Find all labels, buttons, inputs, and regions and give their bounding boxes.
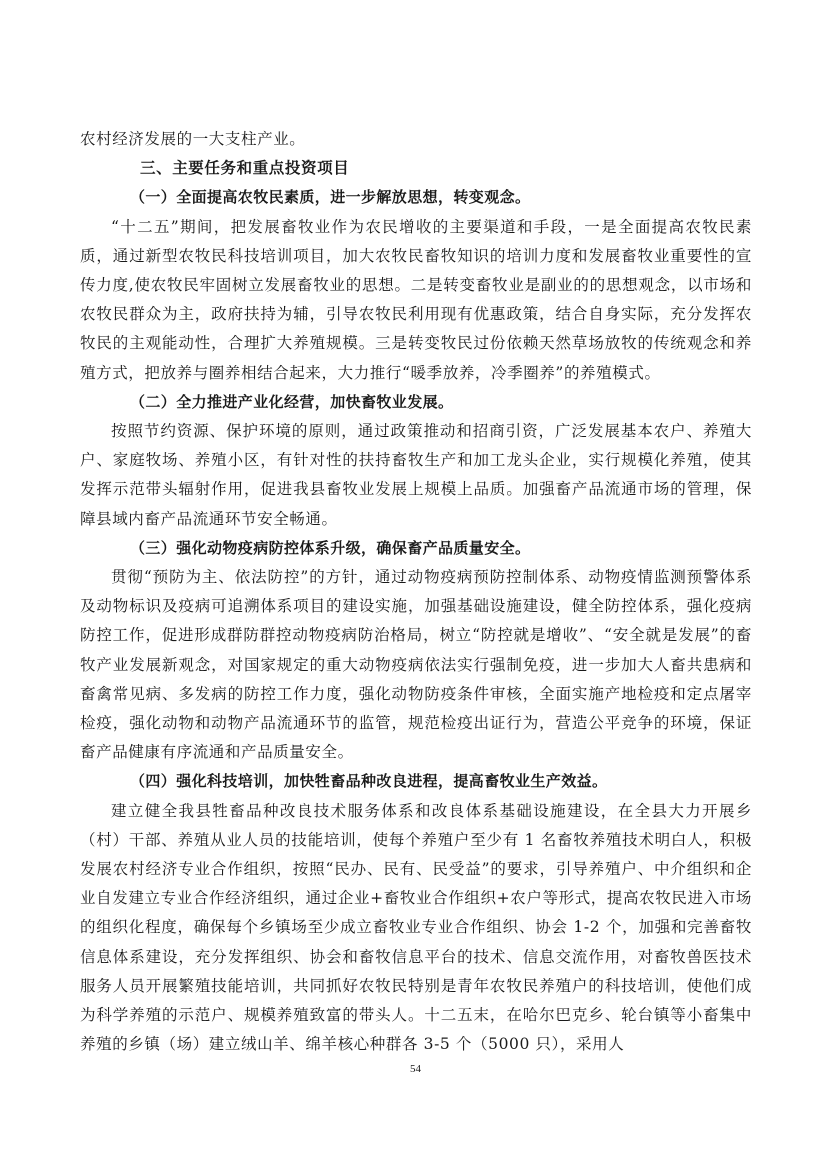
subsection-paragraph-3: 贯彻“预防为主、依法防控”的方针，通过动物疫病预防控制体系、动物疫情监测预警体系及动物标识及疫病可追溯体系项目的建设实施，加强基础设施建设，健全防控体系，强化疫病防控工作，促进形成群防群控动物疫病防治格局，树立“防控就是增收”、“安全就是发展”的畜牧产业发展新观念，对国家规定的重大动物疫病依法实行强制免疫，进一步加大人畜共患病和畜禽常见病、多发病的防控工作力度，强化动物防疫条件审核，全面实施产地检疫和定点屠宰检疫，强化动物和动物产品流通环节的监管，规范检疫出证行为，营造公平竞争的环境，保证畜产品健康有序流通和产品质量安全。 [80,568,752,762]
subsection-heading-1: （一）全面提高农牧民素质，进一步解放思想，转变观念。 [130,188,531,207]
subsection-heading-3: （三）强化动物疫病防控体系升级，确保畜产品质量安全。 [130,538,531,557]
subsection-paragraph-1: “十二五”期间，把发展畜牧业作为农民增收的主要渠道和手段，一是全面提高农牧民素质，通过新型农牧民科技培训项目，加大农牧民畜牧知识的培训力度和发展畜牧业重要性的宣传力度,使农牧民牢固树立发展畜牧业的思想。二是转变畜牧业是副业的的思想观念，以市场和农牧民群众为主，政府扶持为辅，引导农牧民利用现有优惠政策，结合自身实际，充分发挥农牧民的主观能动性，合理扩大养殖规模。三是转变牧民过份依赖天然草场放牧的传统观念和养殖方式，把放养与圈养相结合起来，大力推行“暖季放养，冷季圈养”的养殖模式。 [80,217,752,382]
section-heading: 三、主要任务和重点投资项目 [140,159,350,178]
subsection-paragraph-2: 按照节约资源、保护环境的原则，通过政策推动和招商引资，广泛发展基本农户、养殖大户、家庭牧场、养殖小区，有针对性的扶持畜牧生产和加工龙头企业，实行规模化养殖，使其发挥示范带头辐射作用，促进我县畜牧业发展上规模上品质。加强畜产品流通市场的管理，保障县域内畜产品流通环节安全畅通。 [80,422,752,528]
subsection-heading-4: （四）强化科技培训，加快牲畜品种改良进程，提高畜牧业生产效益。 [130,772,608,791]
document-body [80,125,752,1060]
intro-line: 农村经济发展的一大支柱产业。 [80,130,306,148]
subsection-paragraph-4: 建立健全我县牲畜品种改良技术服务体系和改良体系基础设施建设，在全县大力开展乡（村）干部、养殖从业人员的技能培训，使每个养殖户至少有 1 名畜牧养殖技术明白人，积极发展农村经济专业合作组织，按照“民办、民有、民受益”的要求，引导养殖户、中介组织和企业自发建立专业合作经济组织，通过企业+畜牧业合作组织+农户等形式，提高农牧民进入市场的组织化程度，确保每个乡镇场至少成立畜牧业专业合作组织、协会 1-2 个，加强和完善畜牧信息体系建设，充分发挥组织、协会和畜牧信息平台的技术、信息交流作用，对畜牧兽医技术服务人员开展繁殖技能培训，共同抓好农牧民特别是青年农牧民养殖户的科技培训，使他们成为科学养殖的示范户、规模养殖致富的带头人。十二五末，在哈尔巴克乡、轮台镇等小畜集中养殖的乡镇（场）建立绒山羊、绵羊核心种群各 3-5 个（5000 只），采用人 [80,801,752,1054]
page-number: 54 [410,1063,421,1075]
subsection-heading-2: （二）全力推进产业化经营，加快畜牧业发展。 [130,392,454,411]
